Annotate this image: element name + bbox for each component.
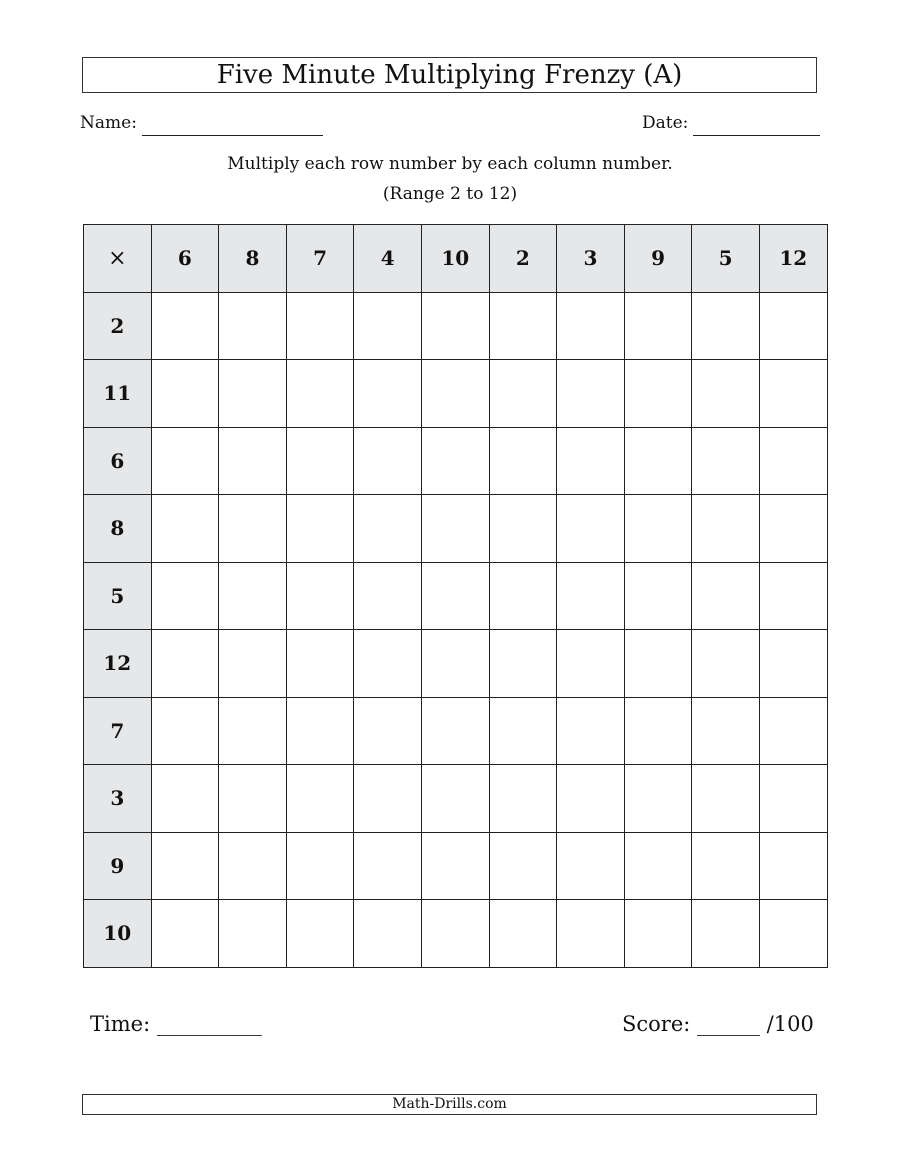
grid-row — [84, 292, 828, 360]
answer-cell[interactable] — [219, 630, 287, 698]
grid-row — [84, 697, 828, 765]
answer-cell[interactable] — [421, 292, 489, 360]
answer-cell[interactable] — [557, 562, 625, 630]
instructions-line-1: Multiply each row number by each column number. — [227, 154, 673, 174]
answer-cell[interactable] — [692, 292, 760, 360]
answer-cell[interactable] — [421, 360, 489, 428]
answer-cell[interactable] — [354, 900, 422, 968]
answer-cell[interactable] — [557, 900, 625, 968]
answer-cell[interactable] — [692, 832, 760, 900]
answer-cell[interactable] — [489, 832, 557, 900]
answer-cell[interactable] — [759, 697, 827, 765]
answer-cell[interactable] — [151, 832, 219, 900]
answer-cell[interactable] — [759, 765, 827, 833]
answer-cell[interactable] — [421, 765, 489, 833]
answer-cell[interactable] — [219, 765, 287, 833]
row-header: 9 — [84, 832, 152, 900]
row-header: 12 — [84, 630, 152, 698]
answer-cell[interactable] — [286, 495, 354, 563]
answer-cell[interactable] — [759, 900, 827, 968]
answer-cell[interactable] — [624, 562, 692, 630]
answer-cell[interactable] — [624, 292, 692, 360]
row-header: 11 — [84, 360, 152, 428]
answer-cell[interactable] — [759, 495, 827, 563]
answer-cell[interactable] — [692, 562, 760, 630]
answer-cell[interactable] — [219, 360, 287, 428]
answer-cell[interactable] — [286, 630, 354, 698]
answer-cell[interactable] — [354, 562, 422, 630]
score-label: Score: ______ /100 — [622, 1012, 814, 1036]
row-header: 10 — [84, 900, 152, 968]
answer-cell[interactable] — [286, 765, 354, 833]
row-header: 5 — [84, 562, 152, 630]
answer-cell[interactable] — [624, 765, 692, 833]
answer-cell[interactable] — [624, 427, 692, 495]
grid-row — [84, 900, 828, 968]
answer-cell[interactable] — [354, 832, 422, 900]
answer-cell[interactable] — [354, 697, 422, 765]
answer-cell[interactable] — [219, 292, 287, 360]
answer-cell[interactable] — [354, 630, 422, 698]
column-header: 2 — [489, 225, 557, 293]
answer-cell[interactable] — [489, 292, 557, 360]
answer-cell[interactable] — [421, 562, 489, 630]
answer-cell[interactable] — [151, 292, 219, 360]
grid-row — [84, 630, 828, 698]
answer-cell[interactable] — [692, 630, 760, 698]
answer-cell[interactable] — [692, 495, 760, 563]
column-header: 5 — [692, 225, 760, 293]
answer-cell[interactable] — [557, 360, 625, 428]
answer-cell[interactable] — [489, 427, 557, 495]
answer-cell[interactable] — [557, 630, 625, 698]
answer-cell[interactable] — [489, 630, 557, 698]
multiplication-grid — [83, 224, 828, 968]
answer-cell[interactable] — [219, 832, 287, 900]
answer-cell[interactable] — [759, 562, 827, 630]
answer-cell[interactable] — [286, 562, 354, 630]
answer-cell[interactable] — [557, 697, 625, 765]
date-label: Date: — [642, 113, 689, 133]
answer-cell[interactable] — [286, 832, 354, 900]
answer-cell[interactable] — [421, 900, 489, 968]
answer-cell[interactable] — [759, 427, 827, 495]
column-header: 6 — [151, 225, 219, 293]
grid-row — [84, 562, 828, 630]
answer-cell[interactable] — [759, 630, 827, 698]
answer-cell[interactable] — [759, 292, 827, 360]
answer-cell[interactable] — [354, 427, 422, 495]
column-header: 3 — [557, 225, 625, 293]
answer-cell[interactable] — [489, 562, 557, 630]
answer-cell[interactable] — [759, 832, 827, 900]
answer-cell[interactable] — [421, 630, 489, 698]
answer-cell[interactable] — [219, 495, 287, 563]
answer-cell[interactable] — [557, 832, 625, 900]
grid-row — [84, 832, 828, 900]
answer-cell[interactable] — [151, 765, 219, 833]
answer-cell[interactable] — [286, 900, 354, 968]
grid-row — [84, 427, 828, 495]
answer-cell[interactable] — [286, 292, 354, 360]
time-label: Time: __________ — [90, 1012, 262, 1036]
date-line[interactable] — [693, 135, 820, 136]
answer-cell[interactable] — [421, 697, 489, 765]
answer-cell[interactable] — [489, 697, 557, 765]
answer-cell[interactable] — [624, 832, 692, 900]
answer-cell[interactable] — [151, 900, 219, 968]
answer-cell[interactable] — [151, 562, 219, 630]
answer-cell[interactable] — [421, 832, 489, 900]
answer-cell[interactable] — [421, 495, 489, 563]
answer-cell[interactable] — [219, 427, 287, 495]
answer-cell[interactable] — [286, 697, 354, 765]
grid-row — [84, 360, 828, 428]
answer-cell[interactable] — [421, 427, 489, 495]
name-label: Name: — [80, 113, 137, 133]
worksheet-title: Five Minute Multiplying Frenzy (A) — [82, 57, 817, 93]
row-header: 3 — [84, 765, 152, 833]
answer-cell[interactable] — [354, 495, 422, 563]
answer-cell[interactable] — [624, 697, 692, 765]
grid-row — [84, 765, 828, 833]
grid-header-row — [84, 225, 828, 293]
answer-cell[interactable] — [692, 697, 760, 765]
column-header: 8 — [219, 225, 287, 293]
answer-cell[interactable] — [624, 360, 692, 428]
answer-cell[interactable] — [624, 900, 692, 968]
answer-cell[interactable] — [489, 765, 557, 833]
answer-cell[interactable] — [151, 697, 219, 765]
answer-cell[interactable] — [557, 427, 625, 495]
answer-cell[interactable] — [354, 765, 422, 833]
column-header: 9 — [624, 225, 692, 293]
answer-cell[interactable] — [286, 427, 354, 495]
answer-cell[interactable] — [219, 562, 287, 630]
multiply-symbol-corner: × — [84, 225, 152, 293]
grid-row — [84, 495, 828, 563]
answer-cell[interactable] — [692, 360, 760, 428]
answer-cell[interactable] — [692, 427, 760, 495]
answer-cell[interactable] — [489, 360, 557, 428]
answer-cell[interactable] — [151, 630, 219, 698]
row-header: 2 — [84, 292, 152, 360]
footer-source: Math-Drills.com — [82, 1094, 817, 1115]
answer-cell[interactable] — [219, 697, 287, 765]
answer-cell[interactable] — [759, 360, 827, 428]
answer-cell[interactable] — [557, 765, 625, 833]
answer-cell[interactable] — [624, 630, 692, 698]
row-header: 6 — [84, 427, 152, 495]
instructions-line-2: (Range 2 to 12) — [382, 184, 518, 204]
answer-cell[interactable] — [354, 292, 422, 360]
answer-cell[interactable] — [151, 495, 219, 563]
answer-cell[interactable] — [489, 495, 557, 563]
row-header: 7 — [84, 697, 152, 765]
answer-cell[interactable] — [557, 495, 625, 563]
answer-cell[interactable] — [624, 495, 692, 563]
column-header: 10 — [421, 225, 489, 293]
name-line[interactable] — [142, 135, 323, 136]
answer-cell[interactable] — [692, 765, 760, 833]
answer-cell[interactable] — [151, 360, 219, 428]
column-header: 4 — [354, 225, 422, 293]
answer-cell[interactable] — [286, 360, 354, 428]
column-header: 12 — [759, 225, 827, 293]
answer-cell[interactable] — [151, 427, 219, 495]
answer-cell[interactable] — [557, 292, 625, 360]
answer-cell[interactable] — [692, 900, 760, 968]
answer-cell[interactable] — [489, 900, 557, 968]
answer-cell[interactable] — [354, 360, 422, 428]
row-header: 8 — [84, 495, 152, 563]
column-header: 7 — [286, 225, 354, 293]
answer-cell[interactable] — [219, 900, 287, 968]
